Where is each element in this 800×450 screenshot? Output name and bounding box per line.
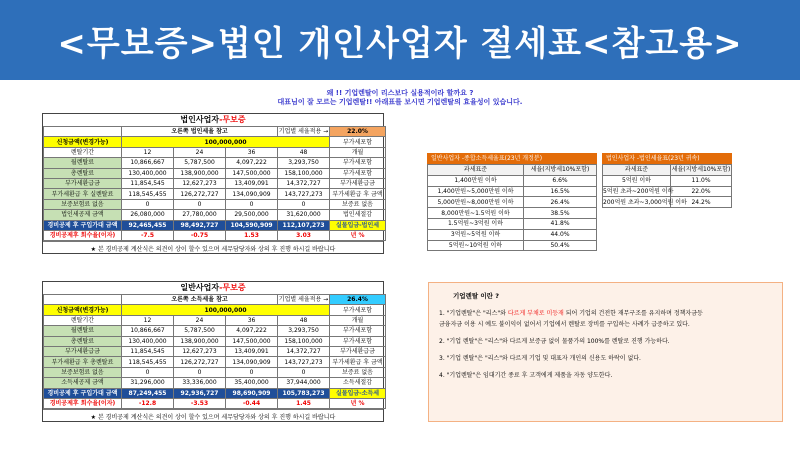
table-cell: 부가세환급 후 금액 bbox=[330, 189, 386, 199]
table-row bbox=[44, 378, 386, 388]
table-cell: 147,500,000 bbox=[226, 336, 278, 346]
text-segment: -무보증 bbox=[219, 115, 246, 124]
table-row bbox=[44, 189, 386, 199]
table-cell: 31,296,000 bbox=[122, 378, 174, 388]
table-cell: 보증료 없음 bbox=[330, 199, 386, 209]
table-cell: 5억원~10억원 이하 bbox=[428, 240, 524, 251]
table-row bbox=[44, 367, 386, 377]
table-cell: 41.8% bbox=[524, 218, 597, 229]
table-cell: 24 bbox=[174, 315, 226, 325]
table-cell: 부가세포함 bbox=[330, 326, 386, 336]
info-point-1 bbox=[439, 308, 772, 330]
table-cell: 134,090,909 bbox=[226, 357, 278, 367]
individual-panel-title bbox=[43, 282, 383, 294]
table-row bbox=[428, 240, 597, 251]
table-row bbox=[603, 197, 732, 208]
table-cell: 부가세환급 후 금액 bbox=[330, 357, 386, 367]
table-cell: 130,400,000 bbox=[122, 168, 174, 178]
corporate-panel-title bbox=[43, 114, 383, 126]
table-cell: 세율(지방세10%포함) bbox=[671, 166, 731, 174]
table-cell: 126,272,727 bbox=[174, 189, 226, 199]
table-cell: 5,787,500 bbox=[174, 158, 226, 168]
text-segment: 법인사업자 bbox=[180, 115, 220, 124]
table-cell: 실물입금-법인세 bbox=[330, 220, 386, 230]
table-row bbox=[603, 175, 732, 186]
table-cell: 부가세포함 bbox=[330, 305, 386, 315]
corp-rate-label: 기업별 세율적용 → bbox=[278, 128, 329, 136]
corporate-rental-table bbox=[43, 126, 386, 241]
table-cell: 14,372,727 bbox=[278, 346, 330, 356]
intro-line-2: 대표님이 잘 모르는 기업렌탈!! 아래표를 보시면 기업렌탈의 효율성이 있습니다. bbox=[277, 98, 523, 106]
table-cell: 법인세절감 bbox=[330, 210, 386, 220]
table-cell: 부가세포함 bbox=[330, 168, 386, 178]
table-cell: 143,727,273 bbox=[278, 189, 330, 199]
indiv-rate-label: 기업별 세율적용 → bbox=[278, 296, 329, 304]
table-cell: 11,854,545 bbox=[122, 346, 174, 356]
table-cell: 부가세환급금 bbox=[44, 346, 122, 356]
table-row bbox=[44, 210, 386, 220]
table-cell: 경비공제 후 구입가대 금액 bbox=[44, 220, 122, 230]
table-cell: 0 bbox=[122, 367, 174, 377]
table-row bbox=[44, 357, 386, 367]
table-cell: 5,787,500 bbox=[174, 326, 226, 336]
table-row bbox=[428, 218, 597, 229]
table-row bbox=[44, 230, 386, 240]
table-cell: 1.45 bbox=[278, 398, 330, 408]
indiv-amount-label: 신청금액(변경가능) bbox=[44, 305, 122, 315]
info-point-4: 4. "기업렌탈"은 임대기간 종료 후 고객에게 제품을 자동 양도한다. bbox=[439, 372, 613, 379]
info-heading: 기업렌탈 이란 ? bbox=[453, 292, 499, 300]
income-tax-rate-table bbox=[427, 153, 597, 251]
table-cell: 36 bbox=[226, 147, 278, 157]
table-row bbox=[44, 199, 386, 209]
table-cell: 렌탈기간 bbox=[44, 315, 122, 325]
table-cell: 경비공제후 회수율(이자) bbox=[44, 230, 122, 240]
table-cell: 13,409,091 bbox=[226, 178, 278, 188]
table-cell: 147,500,000 bbox=[226, 168, 278, 178]
table-cell: 부가세포함 bbox=[330, 137, 386, 147]
table-cell: 48 bbox=[278, 147, 330, 157]
table-cell: 35,400,000 bbox=[226, 378, 278, 388]
table-cell: 3,293,750 bbox=[278, 326, 330, 336]
table-cell: 법인세공제 금액 bbox=[44, 210, 122, 220]
table-row bbox=[428, 175, 597, 186]
table-cell: 105,783,273 bbox=[278, 388, 330, 398]
text-segment: 1. "기업렌탈"은 "리스"와 bbox=[439, 310, 508, 317]
table-cell: 개월 bbox=[330, 147, 386, 157]
income-tax-heading: 일반사업자 -종합소득세율표(23년 개정분) bbox=[427, 153, 597, 164]
table-cell: 경비공제 후 구입가대 금액 bbox=[44, 388, 122, 398]
table-row bbox=[44, 326, 386, 336]
table-cell: 10,866,667 bbox=[122, 326, 174, 336]
table-cell: 부가세포함 bbox=[330, 158, 386, 168]
table-cell: 소득세공제 금액 bbox=[44, 378, 122, 388]
table-cell: 8,000만원~1.5억원 이하 bbox=[428, 208, 524, 219]
table-cell: 44.0% bbox=[524, 229, 597, 240]
table-cell: 년 % bbox=[330, 398, 386, 408]
table-cell: 월렌탈료 bbox=[44, 158, 122, 168]
table-cell: 104,590,909 bbox=[226, 220, 278, 230]
table-cell: 118,545,455 bbox=[122, 189, 174, 199]
table-row bbox=[44, 398, 386, 408]
table-cell: 0 bbox=[278, 199, 330, 209]
corporate-tax-rate-table bbox=[602, 153, 732, 208]
text-segment: 금융자금 이용 시 예도 불이익이 없어서 기업에서 렌탈로 장비를 구입하는 사례가 급증하고 있다. bbox=[439, 321, 690, 328]
table-cell: 5억원 이하 bbox=[603, 175, 671, 186]
table-cell: 143,727,273 bbox=[278, 357, 330, 367]
corp-amount-label: 신청금액(변경가능) bbox=[44, 137, 122, 147]
table-cell: 소득세절감 bbox=[330, 378, 386, 388]
table-cell: 6.6% bbox=[524, 175, 597, 186]
table-cell: 1.5억원~3억원 이하 bbox=[428, 218, 524, 229]
table-cell: 경비공제후 회수율(이자) bbox=[44, 398, 122, 408]
table-cell: 부가세환급 후 실렌탈료 bbox=[44, 189, 122, 199]
table-cell: 0 bbox=[174, 199, 226, 209]
table-cell: 12 bbox=[122, 315, 174, 325]
individual-rental-table bbox=[43, 294, 386, 409]
table-cell: 158,100,000 bbox=[278, 336, 330, 346]
table-row bbox=[428, 229, 597, 240]
table-cell: 118,545,455 bbox=[122, 357, 174, 367]
table-row bbox=[44, 168, 386, 178]
table-cell: 12,627,273 bbox=[174, 346, 226, 356]
table-cell: 31,620,000 bbox=[278, 210, 330, 220]
table-cell: 0 bbox=[174, 367, 226, 377]
rental-info-box bbox=[428, 282, 783, 422]
table-cell: 3.03 bbox=[278, 230, 330, 240]
table-cell: 26,080,000 bbox=[122, 210, 174, 220]
indiv-rate-value[interactable]: 26.4% bbox=[330, 295, 386, 305]
table-cell: 36 bbox=[226, 315, 278, 325]
table-cell: 138,900,000 bbox=[174, 336, 226, 346]
table-cell: 5억원 초과~200억원 이하 bbox=[603, 187, 674, 195]
corp-amount-value[interactable]: 100,000,000 bbox=[122, 137, 330, 147]
table-cell: 92,465,455 bbox=[122, 220, 174, 230]
corporate-rental-panel bbox=[42, 113, 384, 254]
table-cell: 138,900,000 bbox=[174, 168, 226, 178]
table-cell: 33,336,000 bbox=[174, 378, 226, 388]
text-segment: 다르게 부채로 미등재 bbox=[507, 310, 564, 317]
table-cell: 14,372,727 bbox=[278, 178, 330, 188]
table-cell: 12 bbox=[122, 147, 174, 157]
indiv-tax-note: 오른쪽 소득세율 참고 bbox=[122, 295, 278, 305]
table-row bbox=[44, 388, 386, 398]
corp-disclaimer: ★ 본 경비공제 계산식은 의견이 상이 할수 있으며 세무담당자와 상의 후 진행 하시길 바랍니다 bbox=[43, 241, 383, 253]
table-cell: 부가세환급 후 총렌탈료 bbox=[44, 357, 122, 367]
table-cell: 27,780,000 bbox=[174, 210, 226, 220]
table-row bbox=[428, 186, 597, 197]
table-cell: 1,400만원~5,000만원 이하 bbox=[428, 186, 524, 197]
table-cell: 과세표준 bbox=[603, 165, 671, 176]
table-cell: 0 bbox=[278, 367, 330, 377]
table-cell: 50.4% bbox=[524, 240, 597, 251]
table-cell: 38.5% bbox=[524, 208, 597, 219]
table-cell: 26.4% bbox=[524, 197, 597, 208]
table-cell: 87,249,455 bbox=[122, 388, 174, 398]
text-segment: 일반사업자 bbox=[180, 283, 220, 292]
table-cell: 개월 bbox=[330, 315, 386, 325]
table-cell: 12,627,273 bbox=[174, 178, 226, 188]
table-cell: -3.53 bbox=[174, 398, 226, 408]
table-row bbox=[44, 220, 386, 230]
table-cell: 11.0% bbox=[671, 175, 732, 186]
individual-rental-panel bbox=[42, 281, 384, 422]
table-cell: 98,492,727 bbox=[174, 220, 226, 230]
table-cell: 보증보험료 없음 bbox=[44, 199, 122, 209]
table-cell bbox=[44, 127, 122, 137]
table-cell: 렌탈기간 bbox=[44, 147, 122, 157]
table-cell: 11,854,545 bbox=[122, 178, 174, 188]
table-cell: 16.5% bbox=[524, 186, 597, 197]
table-cell bbox=[44, 295, 122, 305]
page-title: <무보증>법인 개인사업자 절세표<참고용> bbox=[0, 0, 800, 80]
text-segment: -무보증 bbox=[219, 283, 246, 292]
table-cell: 실물입금-소득세 bbox=[330, 388, 386, 398]
table-cell: 126,272,727 bbox=[174, 357, 226, 367]
table-cell: -0.75 bbox=[174, 230, 226, 240]
table-cell: 1,400만원 이하 bbox=[428, 175, 524, 186]
table-cell: 총렌탈료 bbox=[44, 168, 122, 178]
table-cell: -0.44 bbox=[226, 398, 278, 408]
table-cell: 3,293,750 bbox=[278, 158, 330, 168]
table-cell: 보증료 없음 bbox=[330, 367, 386, 377]
table-row bbox=[428, 197, 597, 208]
table-cell: 130,400,000 bbox=[122, 336, 174, 346]
table-cell: -7.5 bbox=[122, 230, 174, 240]
table-cell: 29,500,000 bbox=[226, 210, 278, 220]
indiv-disclaimer: ★ 본 경비공제 계산식은 의견이 상이 할수 있으며 세무담당자와 상의 후 진행 하시길 바랍니다 bbox=[43, 409, 383, 421]
table-cell: 112,107,273 bbox=[278, 220, 330, 230]
table-cell: 1.53 bbox=[226, 230, 278, 240]
table-cell: 과세표준 bbox=[428, 165, 524, 176]
table-cell: 10,866,667 bbox=[122, 158, 174, 168]
table-row bbox=[44, 346, 386, 356]
table-cell: 부가세환급금 bbox=[44, 178, 122, 188]
info-point-3: 3. "기업 렌탈"은 "리스"와 다르게 기업 및 대표자 개인의 신용도 하락이 없다. bbox=[439, 355, 641, 362]
table-cell: 98,690,909 bbox=[226, 388, 278, 398]
table-cell: 세율(지방세10%포함) bbox=[524, 165, 597, 176]
table-cell: 24.2% bbox=[671, 197, 732, 208]
table-cell: 92,936,727 bbox=[174, 388, 226, 398]
table-cell: 134,090,909 bbox=[226, 189, 278, 199]
indiv-amount-value[interactable]: 100,000,000 bbox=[122, 305, 330, 315]
table-cell: 0 bbox=[122, 199, 174, 209]
intro-line-1: 왜 !! 기업렌탈이 리스보다 실용적이라 할까요 ? bbox=[326, 89, 474, 97]
table-cell: 4,097,222 bbox=[226, 158, 278, 168]
table-row bbox=[44, 336, 386, 346]
table-cell: 부가세환급금 bbox=[330, 178, 386, 188]
table-cell: -12.8 bbox=[122, 398, 174, 408]
table-row bbox=[44, 178, 386, 188]
table-cell: 200억원 초과~3,000억원 이하 bbox=[603, 198, 687, 206]
info-point-2: 2. "기업 렌탈"은 "리스"와 다르게 보증금 없이 물품가의 100%를 렌탈로 진행 가능하다. bbox=[439, 338, 670, 345]
table-cell: 5,000만원~8,000만원 이하 bbox=[428, 197, 524, 208]
table-row bbox=[428, 208, 597, 219]
table-cell: 0 bbox=[226, 199, 278, 209]
corp-rate-value[interactable]: 22.0% bbox=[330, 127, 386, 137]
table-row bbox=[603, 186, 732, 197]
table-cell: 부가세포함 bbox=[330, 336, 386, 346]
table-cell: 13,409,091 bbox=[226, 346, 278, 356]
table-cell: 22.0% bbox=[671, 186, 732, 197]
table-cell: 총렌탈료 bbox=[44, 336, 122, 346]
table-cell: 년 % bbox=[330, 230, 386, 240]
table-cell: 4,097,222 bbox=[226, 326, 278, 336]
table-cell: 0 bbox=[226, 367, 278, 377]
table-cell: 24 bbox=[174, 147, 226, 157]
table-cell: 37,944,000 bbox=[278, 378, 330, 388]
table-cell: 48 bbox=[278, 315, 330, 325]
table-cell: 158,100,000 bbox=[278, 168, 330, 178]
table-cell: 보증보험료 없음 bbox=[44, 367, 122, 377]
table-cell: 월렌탈료 bbox=[44, 326, 122, 336]
text-segment: 되어 기업의 건전한 재무구조를 유지하며 정책자금등 bbox=[563, 310, 703, 317]
table-cell: 3억원~5억원 이하 bbox=[428, 229, 524, 240]
table-cell: 부가세환급금 bbox=[330, 346, 386, 356]
corporate-tax-heading: 법인사업자 -법인세율표(23년 귀속) bbox=[602, 153, 732, 164]
corp-tax-note: 오른쪽 법인세율 참고 bbox=[122, 127, 278, 137]
table-row bbox=[44, 158, 386, 168]
